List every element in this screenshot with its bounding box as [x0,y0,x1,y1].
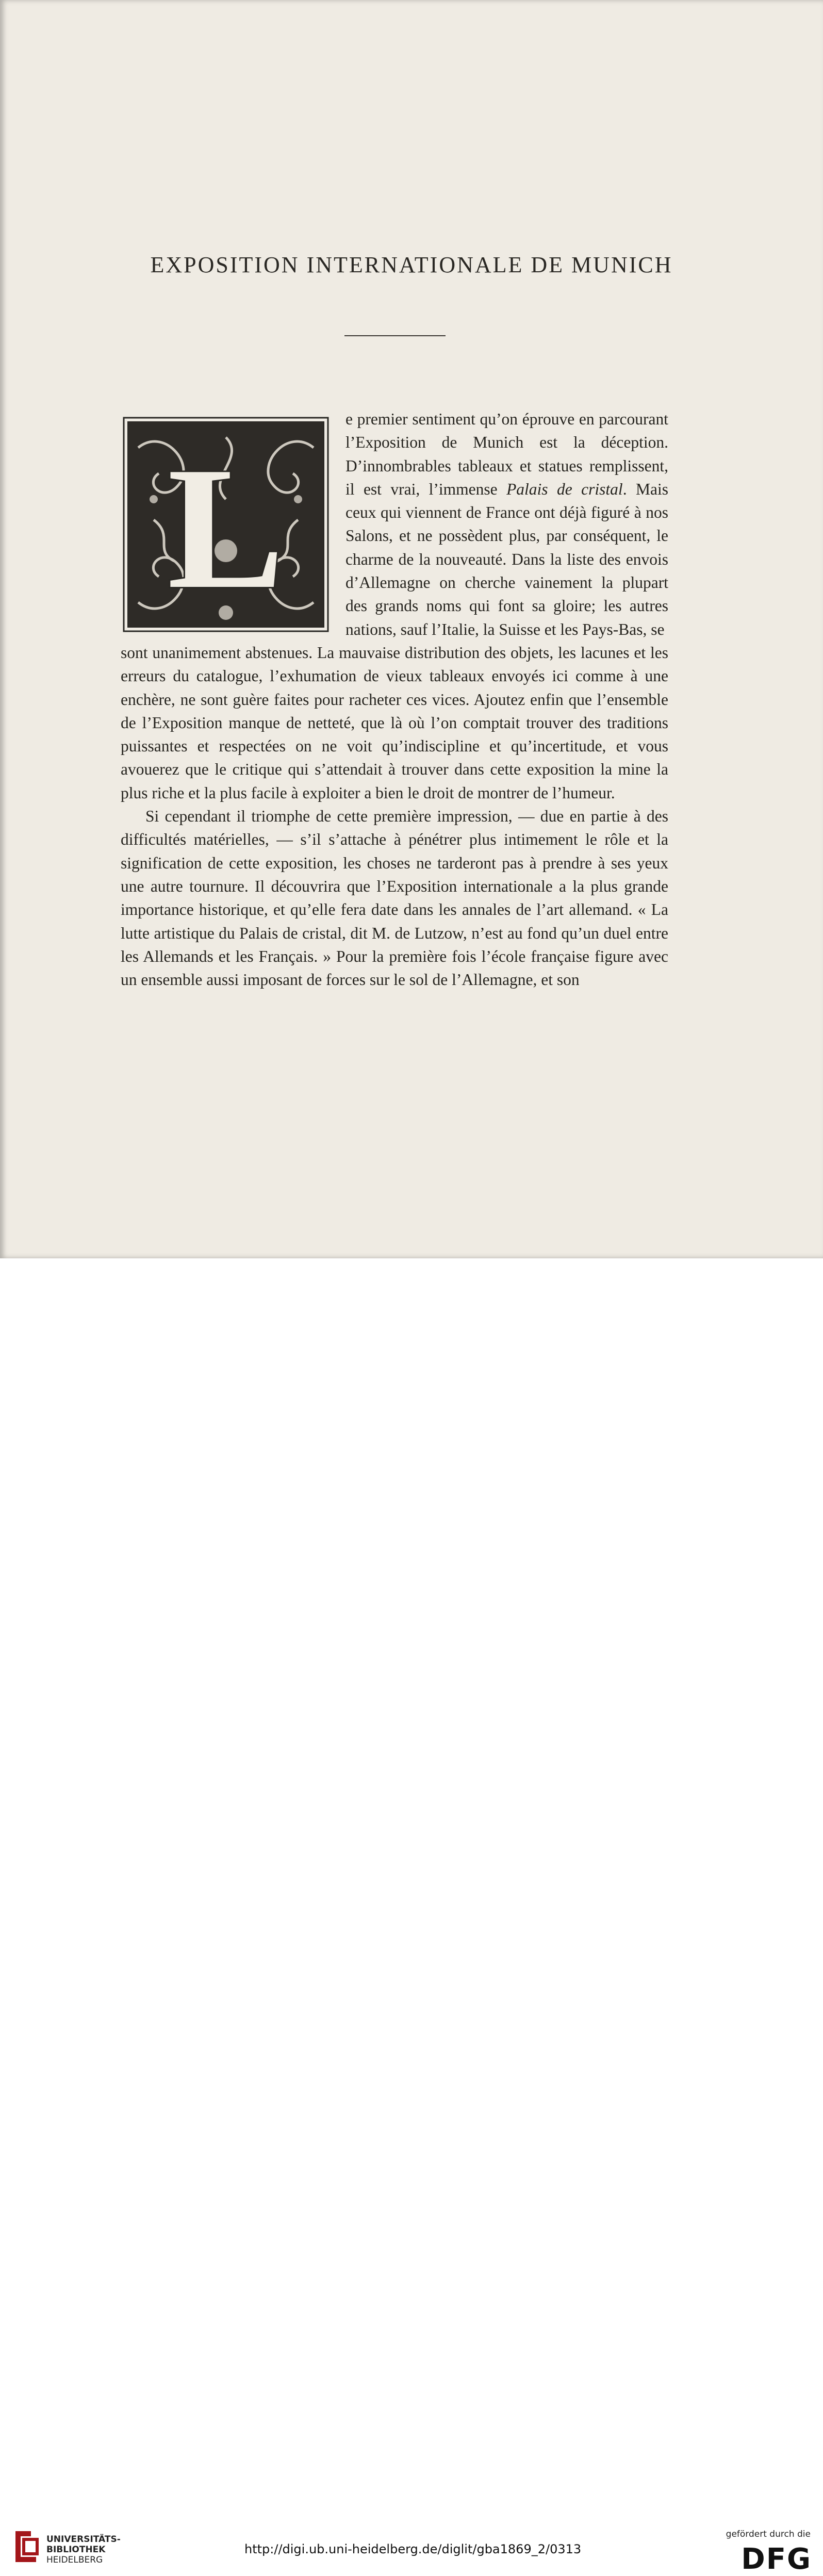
drop-cap-letter: L [167,431,285,625]
document-url-link[interactable]: http://digi.ub.uni-heidelberg.de/diglit/gba1869_2/0313 [244,2542,582,2556]
funded-by-label: gefördert durch die [726,2529,811,2539]
dfg-logo: DFG [741,2542,812,2576]
university-library-logo-icon [10,2526,41,2567]
title-divider [344,335,446,336]
first-paragraph-rest-inline: . Mais ceux qui viennent de France ont déjà figuré à nos Salons, et ne possèdent plus, par conséquent, le charme de la nouveauté. Dans la liste des envois d’Allemagne on cherche vainement la plupart des grands noms qui font sa gloire; les autres nations, sauf l’Italie, la Suisse et les Pays-Bas, se [345,480,668,638]
footer-bar [0,1258,823,2576]
first-paragraph-italic: Palais de cristal [506,480,623,498]
body-text [121,641,668,991]
scanned-page [0,0,823,1258]
first-paragraph [345,407,668,641]
first-paragraph-lead: e premier sentiment qu’on éprouve en parcourant l’Exposition de Munich est la déception. D’innombrables tableaux et statues remplissent, il est vrai, l’immense [345,410,668,498]
ornamental-initial-icon [123,417,329,632]
second-paragraph: Si cependant il triomphe de cette première impression, — due en partie à des difficultés matérielles, — s’il s’attache à pénétrer plus intimement le rôle et la signification de cette exposition, les choses ne tarderont pas à prendre à ses yeux une autre tournure. Il découvrira que l’Exposition internationale a la plus grande importance historique, et qu’elle fera date dans les annales de l’art allemand. « La lutte artistique du Palais de cristal, dit M. de Lutzow, n’est au fond qu’un duel entre les Allemands et les Français. » Pour la première fois l’école française figure avec un ensemble aussi imposant de forces sur le sol de l’Allemagne, et son [121,807,668,989]
article-title: EXPOSITION INTERNATIONALE DE MUNICH [150,252,673,277]
library-name: UNIVERSITÄTS- BIBLIOTHEK HEIDELBERG [46,2534,121,2565]
first-paragraph-continuation: sont unanimement abstenues. La mauvaise distribution des objets, les lacunes et les erreurs du catalogue, l’exhumation de vieux tableaux envoyés ici comme à une enchère, ne sont guère faites pour racheter ces vices. Ajoutez enfin que l’ensemble de l’Exposition manque de netteté, que là où l’on comptait trouver des traditions puissantes et respectées on ne voit qu’indiscipline et qu’incertitude, et vous avouerez que le critique qui s’attendait à trouver dans cette exposition la mine la plus riche et la plus facile à exploiter a bien le droit de montrer de l’humeur. [121,644,668,802]
